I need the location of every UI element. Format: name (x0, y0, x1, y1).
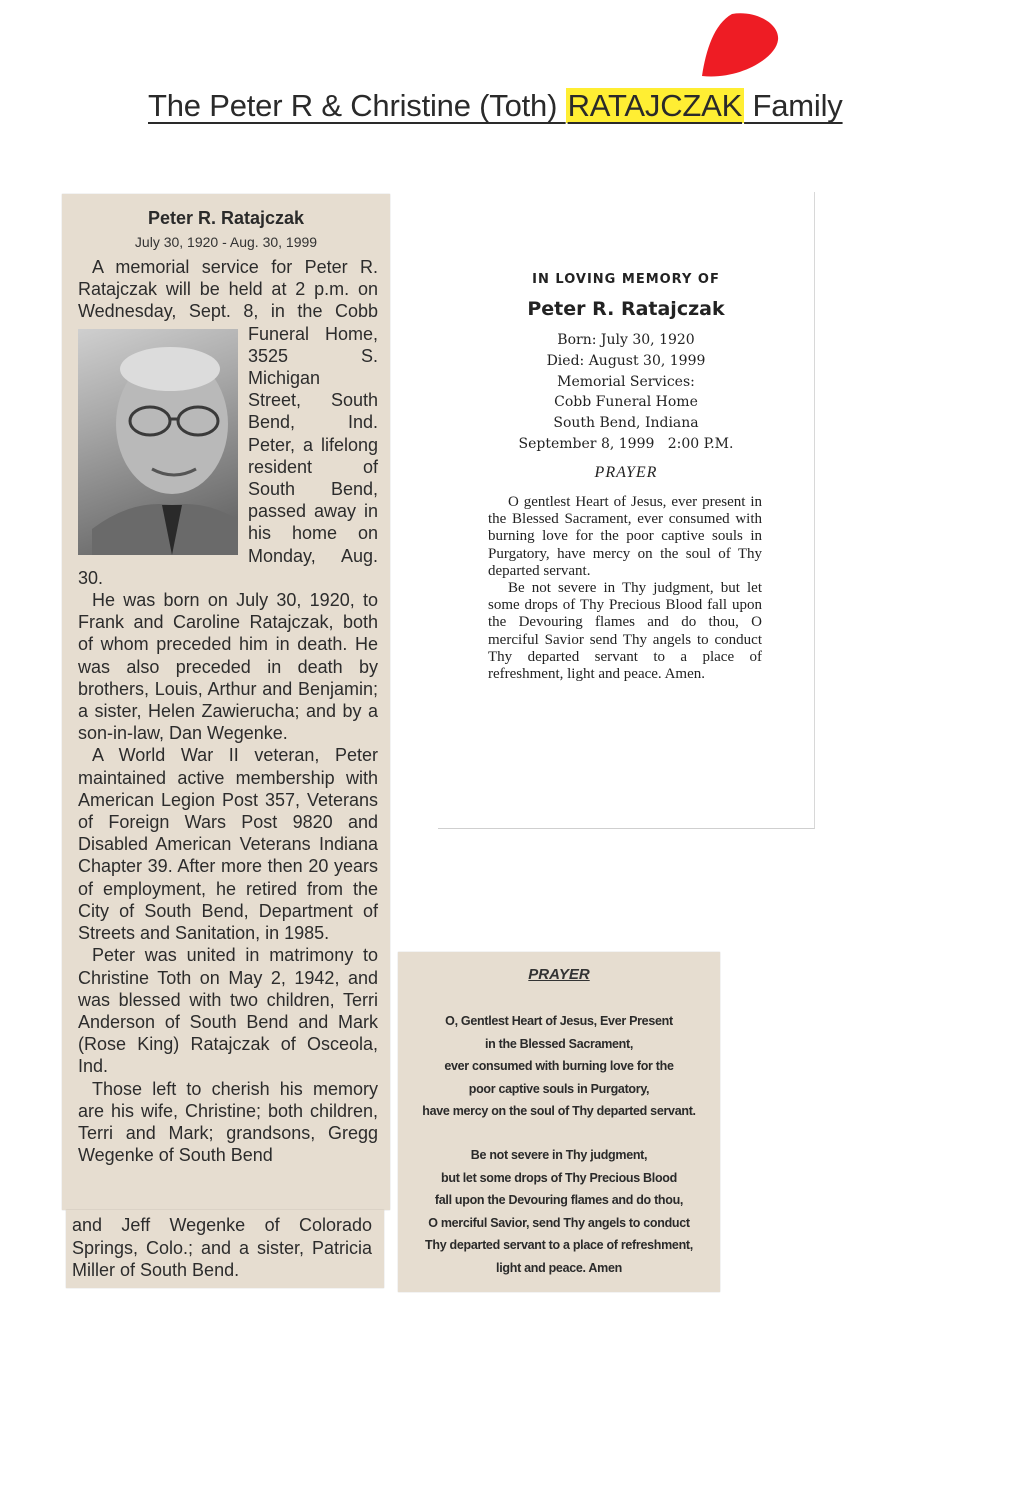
memorial-card (438, 192, 815, 829)
obituary-paragraph-3: A World War II veteran, Peter maintained active membership with American Legion Post 357, Veterans of Foreign Wars Post 9820 and Disabled American Veterans Indiana Chapter 39. After more then 20 years of employment, he retired from the City of South Bend, Department of Streets and Sanitation, in 1985. (78, 745, 378, 944)
card-heading: IN LOVING MEMORY OF (532, 272, 720, 287)
prayer-line-a-1: O, Gentlest Heart of Jesus, Ever Present (445, 1014, 673, 1028)
page-title (148, 88, 843, 124)
obituary-clipping (62, 194, 390, 1210)
prayer-clipping-title: PRAYER (528, 966, 590, 983)
card-prayer-paragraph-2: Be not severe in Thy judgment, but let some drops of Thy Precious Blood fall upon the Devouring flames and do thou, O merciful Savior send Thy angels to conduct Thy departed servant to a place of refreshment, light and peace. Amen. (488, 580, 762, 683)
prayer-clipping-stanza-1 (398, 1010, 720, 1123)
prayer-line-b-3: fall upon the Devouring flames and do thou, (434, 1193, 684, 1208)
obituary-photo (78, 329, 238, 555)
obituary-paragraph-4: Peter was united in matrimony to Christine Toth on May 2, 1942, and was blessed with two children, Terri Anderson of South Bend and Mark (Rose King) Ratajczak of Osceola, Ind. (78, 945, 378, 1077)
prayer-line-a-5: have mercy on the soul of Thy departed servant. (422, 1104, 696, 1119)
prayer-clipping (398, 952, 720, 1292)
card-details (438, 330, 814, 455)
card-prayer-paragraph-1: O gentlest Heart of Jesus, ever present in the Blessed Sacrament, ever consumed with burning love for the poor captive souls in Purgatory, have mercy on the soul of Thy departed servant. (488, 494, 762, 579)
prayer-line-b-4: O merciful Savior, send Thy angels to conduct (428, 1215, 690, 1230)
title-surname-highlight: RATAJCZAK (567, 88, 743, 123)
obituary-body (78, 256, 378, 1166)
prayer-line-b-1: Be not severe in Thy judgment, (470, 1148, 648, 1162)
prayer-line-a-3: ever consumed with burning love for the (444, 1059, 674, 1074)
prayer-line-b-5: Thy departed servant to a place of refreshment, (425, 1238, 693, 1253)
card-died: Died: August 30, 1999 (546, 352, 706, 369)
card-location: South Bend, Indiana (553, 415, 699, 432)
card-prayer-title: PRAYER (594, 464, 658, 481)
prayer-line-b-6: light and peace. Amen (496, 1260, 622, 1275)
prayer-line-a-2: in the Blessed Sacrament, (484, 1036, 634, 1051)
card-datetime: September 8, 1999 2:00 P.M. (518, 435, 734, 452)
card-services-label: Memorial Services: (557, 373, 695, 390)
obituary-paragraph-2: He was born on July 30, 1920, to Frank and Caroline Ratajczak, both of whom preceded him in death. He was also preceded in death by brothers, Louis, Arthur and Benjamin; a sister, Helen Zawierucha; and by a son-in-law, Dan Wegenke. (78, 590, 378, 744)
card-prayer (488, 494, 762, 683)
obituary-continuation: and Jeff Wegenke of Colorado Springs, Colo.; and a sister, Patricia Miller of South Bend. (72, 1215, 372, 1280)
obituary-paragraph-5: Those left to cherish his memory are his wife, Christine; both children, Terri and Mark; grandsons, Gregg Wegenke of South Bend (78, 1078, 378, 1166)
obituary-name: Peter R. Ratajczak (147, 208, 305, 228)
prayer-line-b-2: but let some drops of Thy Precious Blood (441, 1170, 677, 1185)
title-prefix: The Peter R & Christine (Toth) (148, 88, 566, 123)
title-suffix: Family (744, 88, 843, 123)
prayer-clipping-stanza-2 (398, 1144, 720, 1280)
card-name: Peter R. Ratajczak (527, 298, 725, 320)
obituary-dates: July 30, 1920 - Aug. 30, 1999 (134, 234, 318, 250)
portrait-image (92, 329, 238, 555)
obituary-continuation-clipping (66, 1210, 384, 1288)
prayer-line-a-4: poor captive souls in Purgatory, (468, 1081, 650, 1096)
card-venue: Cobb Funeral Home (554, 394, 698, 411)
red-marker-shape (700, 10, 780, 82)
card-born: Born: July 30, 1920 (557, 332, 695, 348)
obituary-paragraph-1: A memorial service for Peter R. Ratajczak will be held at 2 p.m. on Wednesday, Sept. 8, in the Cobb Funeral Home, 3525 S. Michigan Street, South Bend, Ind. Peter, a lifelong resident of South Bend, passed away in his home on Monday, Aug. 30. (78, 257, 378, 588)
